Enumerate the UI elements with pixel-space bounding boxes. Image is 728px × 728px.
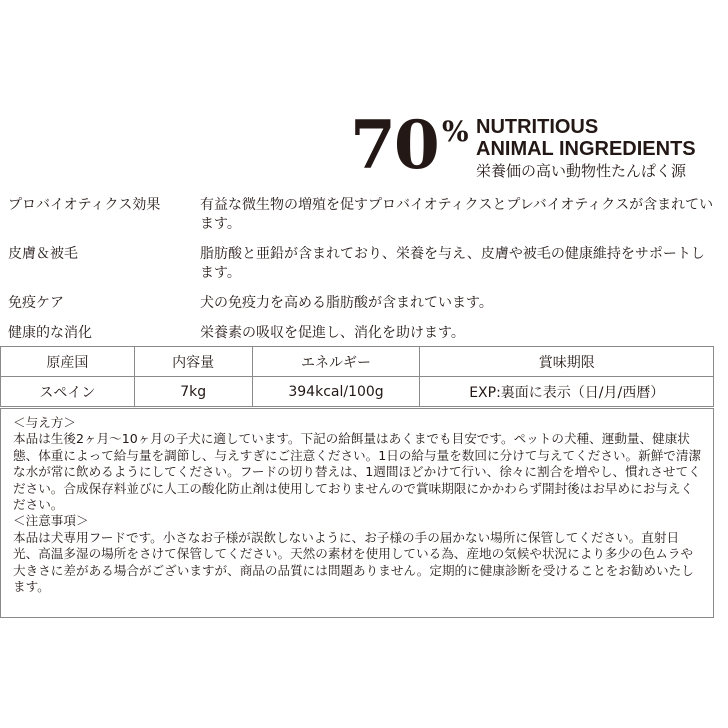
feature-description: 有益な微生物の増殖を促すプロバイオティクスとプレバイオティクスが含まれています。 — [200, 197, 714, 232]
spec-expiry: EXP:裏面に表示（日/月/西暦） — [420, 377, 714, 407]
feature-description: 犬の免疫力を高める脂肪酸が含まれています。 — [200, 295, 493, 311]
spec-header-row — [1, 347, 714, 377]
spec-header-energy: エネルギー — [252, 347, 420, 377]
feature-label: 健康的な消化 — [8, 325, 92, 341]
feeding-text: 本品は生後2ヶ月〜10ヶ月の子犬に適しています。下記の給餌量はあくまでも目安です。ペットの犬種、運動量、健康状態、体重によって給与量を調節し、与えすぎにご注意ください。1日の給与量を数回に分けて与えてください。新鮮で清潔な水が常に飲めるようにしてください。フードの切り替えは、1週間ほどかけて行い、徐々に割合を増やし、慣れさせてください。合成保存料並びに人工の酸化防止剤は使用しておりませんので賞味期限にかかわらず開封後はお早めにお与えください。 — [13, 431, 702, 513]
feature-description: 脂肪酸と亜鉛が含まれており、栄養を与え、皮膚や被毛の健康維持をサポートします。 — [200, 246, 705, 281]
hero-subtitle: 栄養価の高い動物性たんぱく源 — [476, 162, 687, 180]
spec-content: 7kg — [134, 377, 252, 407]
feature-label: プロバイオティクス効果 — [8, 197, 161, 213]
spec-origin: スペイン — [1, 377, 135, 407]
feature-label: 免疫ケア — [8, 295, 64, 311]
feature-row — [8, 324, 720, 343]
spec-header-content: 内容量 — [134, 347, 252, 377]
spec-value-row — [1, 377, 714, 407]
notes-box — [0, 408, 714, 618]
feature-row — [8, 196, 720, 234]
hero-percent-number: 70 — [350, 106, 438, 184]
spec-header-expiry: 賞味期限 — [420, 347, 714, 377]
feature-description: 栄養素の吸収を促進し、消化を助けます。 — [200, 325, 465, 341]
hero-title-line2: ANIMAL INGREDIENTS — [476, 138, 696, 160]
feature-label: 皮膚＆被毛 — [8, 246, 78, 262]
feeding-heading: ＜与え方＞ — [13, 415, 76, 430]
hero-title-line1: NUTRITIOUS — [476, 116, 599, 138]
caution-text: 本品は犬専用フードです。小さなお子様が誤飲しないように、お子様の手の届かない場所に保管してください。直射日光、高温多湿の場所をさけて保管してください。天然の素材を使用している為、産地の気候や状況により多少の色ムラや大きさに差がある場合がございますが、商品の品質には問題ありません。定期的に健康診断を受けることをお勧めいたします。 — [13, 529, 694, 595]
feature-list — [8, 196, 720, 354]
spec-energy: 394kcal/100g — [252, 377, 420, 407]
caution-heading: ＜注意事項＞ — [13, 513, 89, 529]
feature-row — [8, 294, 720, 313]
hero-percent-sign: % — [442, 115, 469, 148]
spec-header-origin: 原産国 — [1, 347, 135, 377]
feature-row — [8, 245, 720, 283]
spec-table — [0, 346, 714, 407]
